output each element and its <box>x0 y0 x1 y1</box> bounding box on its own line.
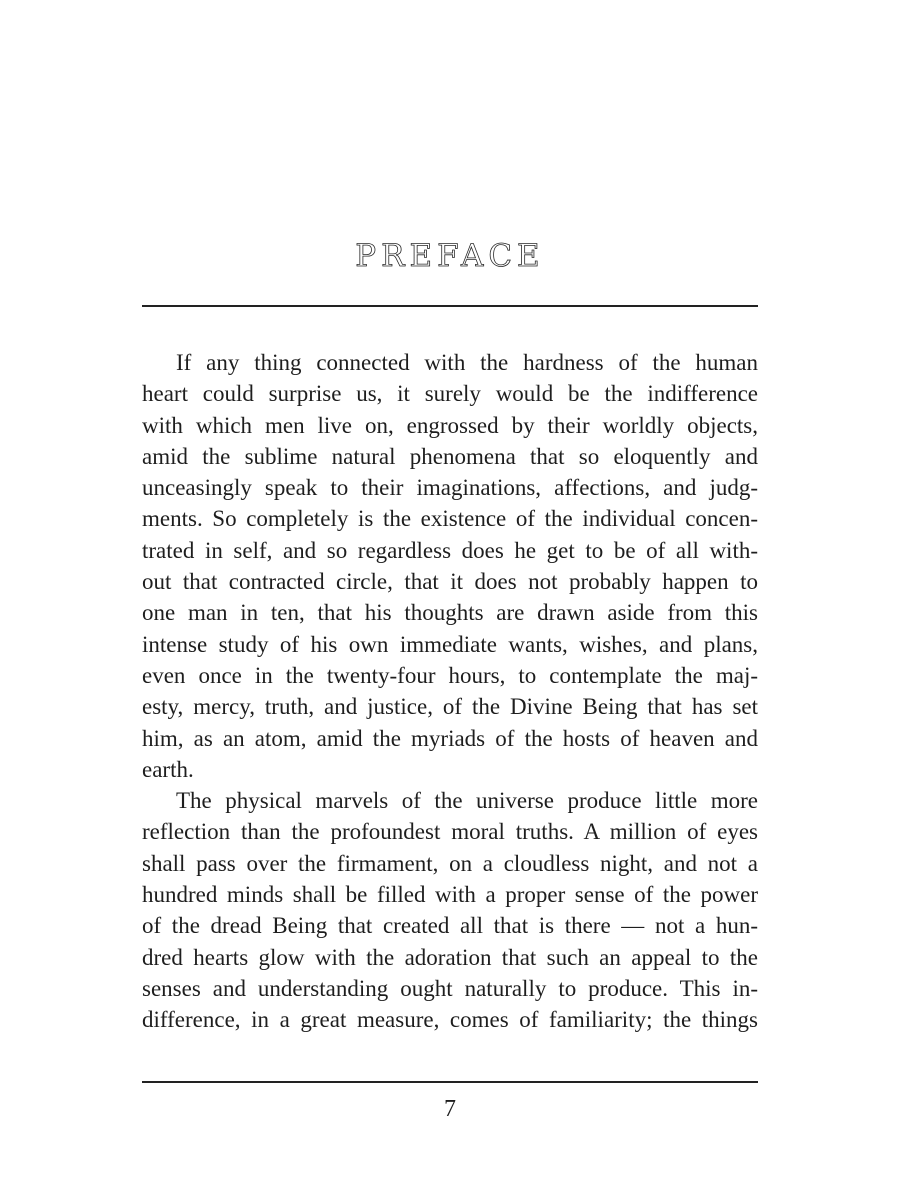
text-line: difference, in a great measure, comes of familiarity; the things <box>142 1007 758 1033</box>
text-line: even once in the twenty-four hours, to contemplate the maj- <box>142 662 758 688</box>
text-line: earth. <box>142 756 194 782</box>
text-line: of the dread Being that created all that is there — not a hun- <box>142 913 758 939</box>
text-line: senses and understanding ought naturally to produce. This in- <box>142 975 758 1001</box>
page-heading: PREFACE <box>355 238 545 274</box>
text-line: esty, mercy, truth, and justice, of the Divine Being that has set <box>142 694 758 720</box>
text-line: reflection than the profoundest moral truths. A million of eyes <box>142 819 758 845</box>
text-line: ments. So completely is the existence of the individual concen- <box>142 506 758 532</box>
text-line: shall pass over the firmament, on a cloudless night, and not a <box>142 850 758 876</box>
text-line: hundred minds shall be filled with a proper sense of the power <box>142 882 758 908</box>
text-line: intense study of his own immediate wants, wishes, and plans, <box>142 631 758 657</box>
page-number: 7 <box>444 1096 456 1122</box>
text-line: one man in ten, that his thoughts are drawn aside from this <box>142 600 758 626</box>
text-line: him, as an atom, amid the myriads of the hosts of heaven and <box>142 725 758 751</box>
text-line: heart could surprise us, it surely would be the indifference <box>142 381 758 407</box>
bottom-rule <box>142 1081 758 1083</box>
text-line: out that contracted circle, that it does not probably happen to <box>142 569 758 595</box>
top-rule <box>142 305 758 307</box>
text-line: unceasingly speak to their imaginations, affections, and judg- <box>142 475 758 501</box>
body-text <box>142 347 758 1036</box>
text-line: The physical marvels of the universe produce little more <box>176 788 758 814</box>
text-line: If any thing connected with the hardness of the human <box>176 350 758 375</box>
text-line: dred hearts glow with the adoration that such an appeal to the <box>142 944 758 970</box>
text-line: with which men live on, engrossed by their worldly objects, <box>142 412 758 438</box>
text-line: trated in self, and so regardless does he get to be of all with- <box>142 537 758 563</box>
text-line: amid the sublime natural phenomena that so eloquently and <box>142 443 758 469</box>
